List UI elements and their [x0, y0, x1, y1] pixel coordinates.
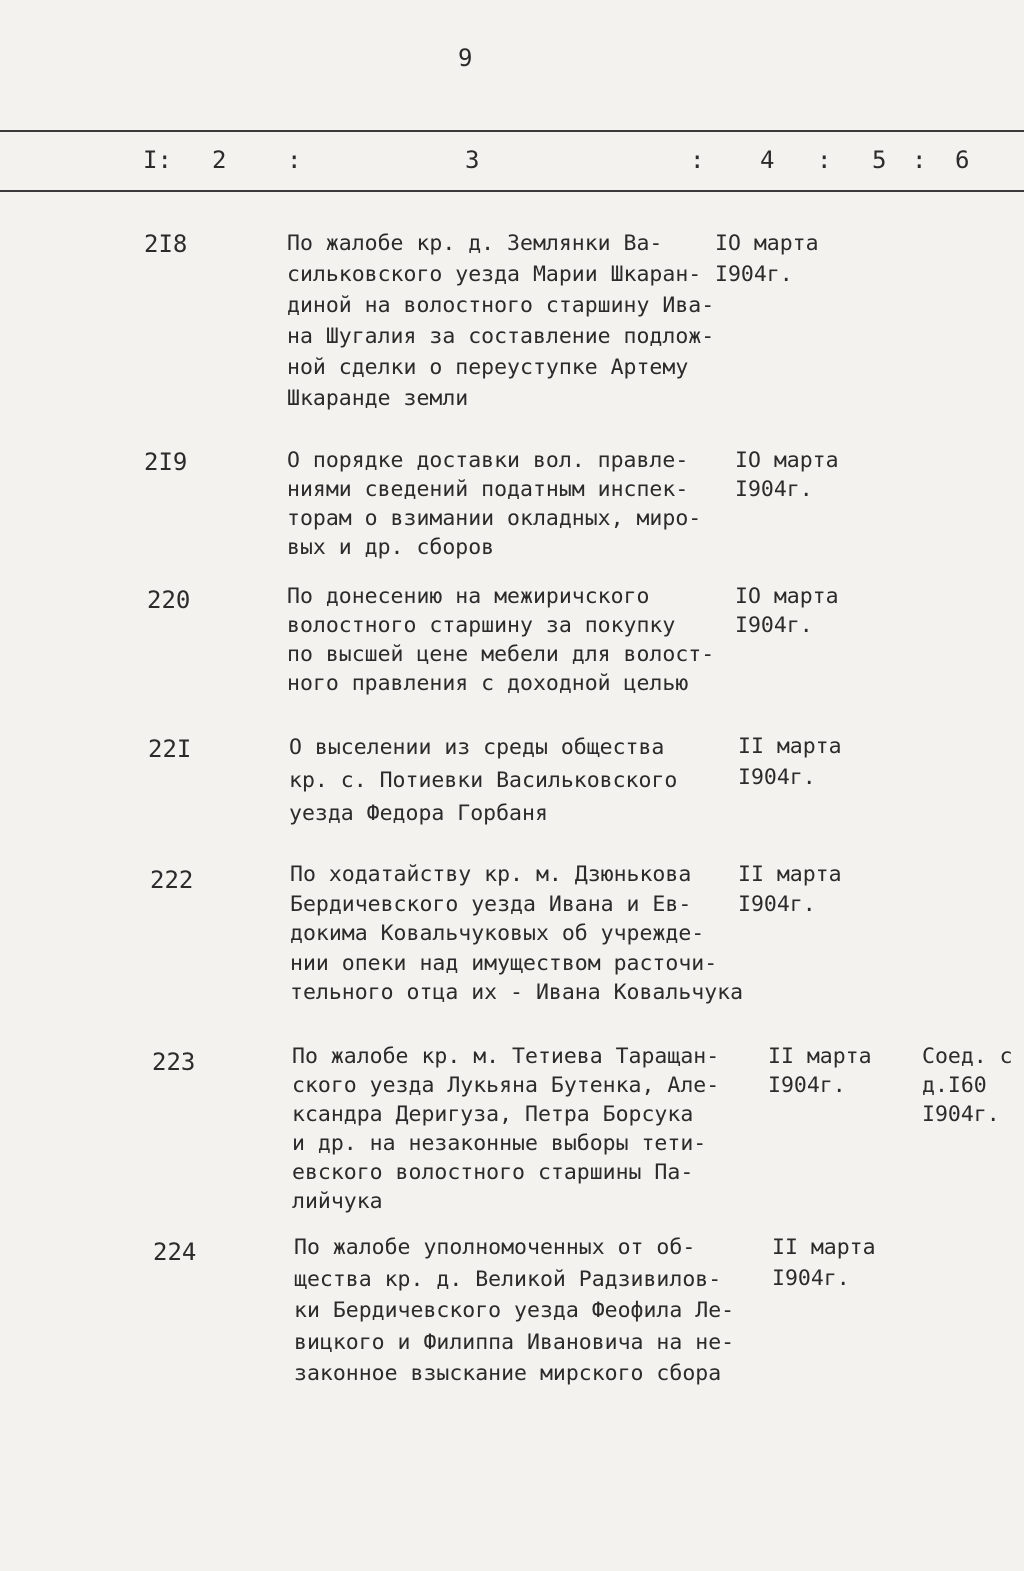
entry-description: [287, 228, 757, 414]
description-line: вицкого и Филиппа Ивановича на не-: [294, 1329, 735, 1355]
date-line: I904г.: [738, 765, 816, 790]
description-line: По жалобе кр. д. Землянки Ва-: [287, 231, 663, 256]
note-line: I904г.: [922, 1102, 1000, 1127]
date-line: IO марта: [735, 448, 839, 473]
description-line: тельного отца их - Ивана Ковальчука: [290, 980, 744, 1005]
description-line: ского уезда Лукьяна Бутенка, Але-: [292, 1073, 720, 1098]
entry-number: 220: [147, 586, 191, 614]
date-line: II марта: [772, 1235, 876, 1260]
entry-date: [738, 731, 842, 793]
date-line: II марта: [738, 862, 842, 887]
description-line: щества кр. д. Великой Радзивилов-: [294, 1266, 722, 1292]
entry-description: [290, 860, 760, 1008]
description-line: кр. с. Потиевки Васильковского: [289, 768, 678, 793]
entry-number: 223: [152, 1048, 196, 1076]
description-line: По донесению на межиричского: [287, 584, 650, 609]
description-line: по высшей цене мебели для волост-: [287, 642, 715, 667]
header-rule-top: [0, 130, 1024, 132]
column-separator: :: [817, 146, 832, 174]
note-line: д.I60: [922, 1073, 987, 1098]
entry-number: 2I9: [144, 448, 188, 476]
description-line: евского волостного старшины Па-: [292, 1160, 694, 1185]
description-line: ного правления с доходной целью: [287, 671, 689, 696]
description-line: По жалобе уполномоченных от об-: [294, 1235, 696, 1260]
entry-date: [735, 582, 839, 640]
column-header-2: 2: [212, 146, 227, 174]
description-line: По жалобе кр. м. Тетиева Таращан-: [292, 1044, 720, 1069]
date-line: II марта: [768, 1044, 872, 1069]
description-line: По ходатайству кр. м. Дзюнькова: [290, 862, 692, 887]
date-line: I904г.: [715, 262, 793, 287]
entry-date: [768, 1042, 872, 1100]
description-line: О порядке доставки вол. правле-: [287, 448, 689, 473]
description-line: О выселении из среды общества: [289, 735, 665, 760]
description-line: сильковского уезда Марии Шкаран-: [287, 262, 702, 287]
column-header-1: I:: [143, 146, 172, 174]
column-header-4: 4: [760, 146, 775, 174]
date-line: IO марта: [735, 584, 839, 609]
page-number: 9: [458, 44, 474, 72]
entry-number: 2I8: [144, 230, 188, 258]
entry-date: [715, 228, 819, 290]
entry-number: 224: [153, 1238, 197, 1266]
entry-number: 22I: [148, 735, 192, 763]
description-line: ниями сведений податным инспек-: [287, 477, 689, 502]
entry-date: [735, 446, 839, 504]
description-line: докима Ковальчуковых об учрежде-: [290, 921, 705, 946]
column-separator: :: [690, 146, 705, 174]
date-line: I904г.: [735, 477, 813, 502]
description-line: на Шугалия за составление подлож-: [287, 324, 715, 349]
entry-description: [287, 446, 757, 562]
description-line: ной сделки о переуступке Артему: [287, 355, 689, 380]
description-line: волостного старшину за покупку: [287, 613, 676, 638]
entry-date: [772, 1232, 876, 1294]
description-line: диной на волостного старшину Ива-: [287, 293, 715, 318]
description-line: нии опеки над имуществом расточи-: [290, 950, 718, 976]
column-header-5: 5: [872, 146, 887, 174]
description-line: и др. на незаконные выборы тети-: [292, 1131, 707, 1156]
description-line: Шкаранде земли: [287, 386, 469, 411]
description-line: ксандра Деригуза, Петра Борсука: [292, 1102, 694, 1127]
entry-description: [292, 1042, 762, 1216]
date-line: IO марта: [715, 231, 819, 256]
entry-description: [287, 582, 757, 698]
entry-description: [289, 731, 759, 830]
description-line: ки Бердичевского уезда Феофила Ле-: [294, 1298, 735, 1323]
column-header-3: 3: [465, 146, 480, 174]
description-line: уезда Федора Горбаня: [289, 801, 548, 826]
description-line: торам о взимании окладных, миро-: [287, 506, 702, 531]
date-line: I904г.: [735, 613, 813, 638]
entry-description: [294, 1232, 764, 1390]
entry-number: 222: [150, 866, 194, 894]
column-separator: :: [912, 146, 927, 174]
entry-date: [738, 860, 842, 920]
entry-note: [922, 1042, 1013, 1129]
date-line: I904г.: [772, 1266, 850, 1291]
column-header-6: 6: [955, 146, 970, 174]
description-line: вых и др. сборов: [287, 535, 495, 560]
date-line: I904г.: [738, 892, 816, 917]
column-separator: :: [287, 146, 302, 174]
note-line: Соед. с: [922, 1044, 1013, 1069]
description-line: Бердичевского уезда Ивана и Ев-: [290, 891, 692, 917]
description-line: лийчука: [292, 1189, 383, 1214]
header-rule-bottom: [0, 190, 1024, 192]
date-line: I904г.: [768, 1073, 846, 1098]
date-line: II марта: [738, 734, 842, 759]
description-line: законное взыскание мирского сбора: [294, 1361, 722, 1386]
